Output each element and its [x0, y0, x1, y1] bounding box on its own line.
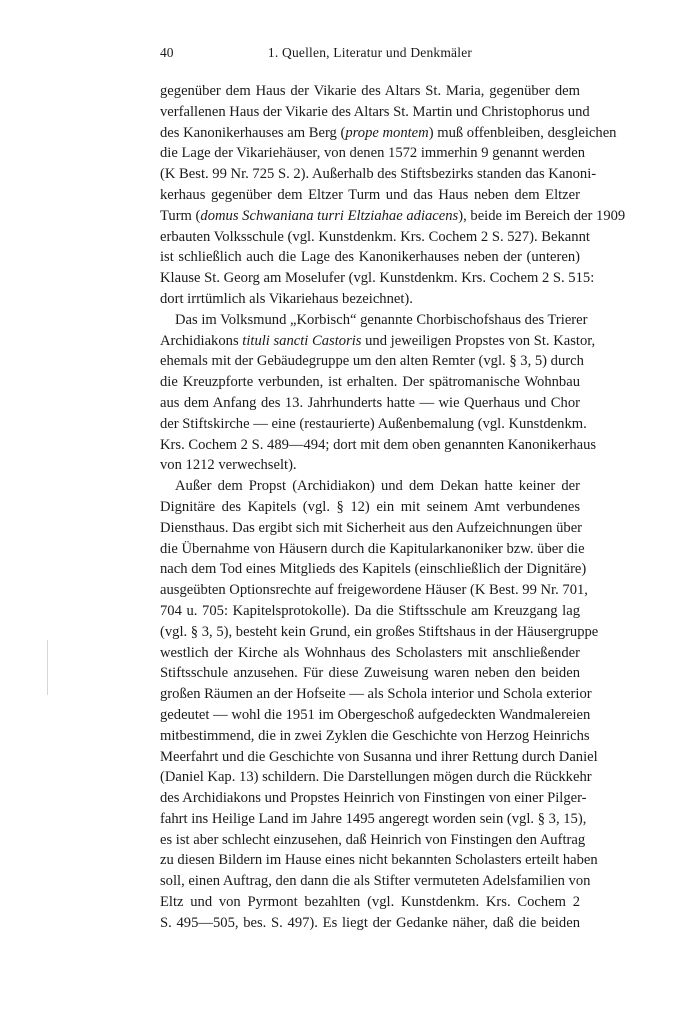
text-line: ausgeübten Optionsrechte auf freigewordene Häuser (K Best. 99 Nr. 701, [160, 582, 588, 599]
text-line: Turm (domus Schwaniana turri Eltziahae adiacens), beide im Bereich der 1909 [160, 207, 626, 224]
margin-mark [47, 640, 48, 695]
text-line: Diensthaus. Das ergibt sich mit Sicherheit aus den Aufzeichnungen über [160, 519, 583, 536]
text-line: mitbestimmend, die in zwei Zyklen die Geschichte von Herzog Heinrichs [160, 727, 590, 744]
text-line: Eltz und von Pyrmont bezahlten (vgl. Kunstdenkm. Krs. Cochem 2 [160, 894, 580, 911]
text-line: ehemals mit der Gebäudegruppe um den alten Remter (vgl. § 3, 5) durch [160, 353, 584, 370]
text-line: des Kanonikerhauses am Berg (prope montem) muß offenbleiben, desgleichen [160, 124, 617, 141]
paragraph [160, 81, 626, 310]
text-line: Klause St. Georg am Moselufer (vgl. Kunstdenkm. Krs. Cochem 2 S. 515: [160, 270, 595, 287]
page-header [160, 45, 580, 65]
paragraph [160, 476, 599, 934]
text-line: kerhaus gegenüber dem Eltzer Turm und das Haus neben dem Eltzer [160, 186, 580, 203]
running-title: 1. Quellen, Literatur und Denkmäler [267, 45, 473, 60]
text-line: dort irrtümlich als Vikariehaus bezeichnet). [160, 290, 413, 307]
text-line: Archidiakons tituli sancti Castoris und jeweiligen Propstes von St. Kastor, [160, 332, 596, 349]
text-line: die Kreuzpforte verbunden, ist erhalten. Der spätromanische Wohnbau [160, 374, 580, 391]
text-line: 704 u. 705: Kapitelsprotokolle). Da die Stiftsschule am Kreuzgang lag [160, 602, 580, 619]
text-line: ist schließlich auch die Lage des Kanonikerhauses neben der (unteren) [160, 249, 580, 266]
text-line: zu diesen Bildern im Hause eines nicht bekannten Scholasters erteilt haben [160, 852, 598, 869]
text-line: S. 495—505, bes. S. 497). Es liegt der Gedanke näher, daß die beiden [160, 914, 580, 931]
text-line: großen Räumen an der Hofseite — als Schola interior und Schola exterior [160, 686, 592, 703]
text-line: gegenüber dem Haus der Vikarie des Altars St. Maria, gegenüber dem [160, 83, 580, 99]
text-line: von 1212 verwechselt). [160, 457, 297, 474]
text-line: verfallenen Haus der Vikarie des Altars St. Martin und Christophorus und [160, 103, 590, 120]
text-line: erbauten Volksschule (vgl. Kunstdenkm. Krs. Cochem 2 S. 527). Bekannt [160, 228, 590, 245]
text-line: (K Best. 99 Nr. 725 S. 2). Außerhalb des Stiftsbezirks standen das Kanoni- [160, 166, 597, 183]
text-line: (Daniel Kap. 13) schildern. Die Darstellungen mögen durch die Rückkehr [160, 769, 592, 786]
text-line: westlich der Kirche als Wohnhaus des Scholasters mit anschließender [160, 644, 580, 661]
text-line: fahrt ins Heilige Land im Jahre 1495 angeregt worden sein (vgl. § 3, 15), [160, 810, 587, 827]
text-line: Meerfahrt und die Geschichte von Susanna und ihrer Rettung durch Daniel [160, 748, 598, 765]
text-line: nach dem Tod eines Mitglieds des Kapitels (einschließlich der Dignitäre) [160, 561, 587, 578]
text-line: die Übernahme von Häusern durch die Kapitularkanoniker bzw. über die [160, 540, 585, 557]
text-line: Dignitäre des Kapitels (vgl. § 12) ein mit seinem Amt verbundenes [160, 498, 580, 515]
paragraph [160, 310, 597, 476]
text-line: (vgl. § 3, 5), besteht kein Grund, ein großes Stiftshaus in der Häusergruppe [160, 623, 599, 640]
text-line: des Archidiakons und Propstes Heinrich von Finstingen von einer Pilger- [160, 790, 587, 807]
text-line: soll, einen Auftrag, den dann die als Stifter vermuteten Adelsfamilien von [160, 873, 591, 890]
body-text [160, 81, 626, 934]
text-line: der Stiftskirche — eine (restaurierte) Außenbemalung (vgl. Kunstdenkm. [160, 415, 587, 432]
text-line: Außer dem Propst (Archidiakon) und dem Dekan hatte keiner der [175, 478, 580, 495]
text-line: gedeutet — wohl die 1951 im Obergeschoß aufgedeckten Wandmalereien [160, 706, 591, 723]
text-line: Krs. Cochem 2 S. 489—494; dort mit dem oben genannten Kanonikerhaus [160, 436, 597, 453]
text-line: die Lage der Vikariehäuser, von denen 1572 immerhin 9 genannt werden [160, 145, 585, 162]
text-line: aus dem Anfang des 13. Jahrhunderts hatte — wie Querhaus und Chor [160, 394, 580, 411]
page-number: 40 [160, 45, 174, 60]
text-line: Das im Volksmund „Korbisch“ genannte Chorbischofshaus des Trierer [175, 311, 588, 328]
text-line: Stiftsschule anzusehen. Für diese Zuweisung waren neben den beiden [160, 665, 580, 682]
text-line: es ist aber schlecht einzusehen, daß Heinrich von Finstingen den Auftrag [160, 831, 586, 848]
